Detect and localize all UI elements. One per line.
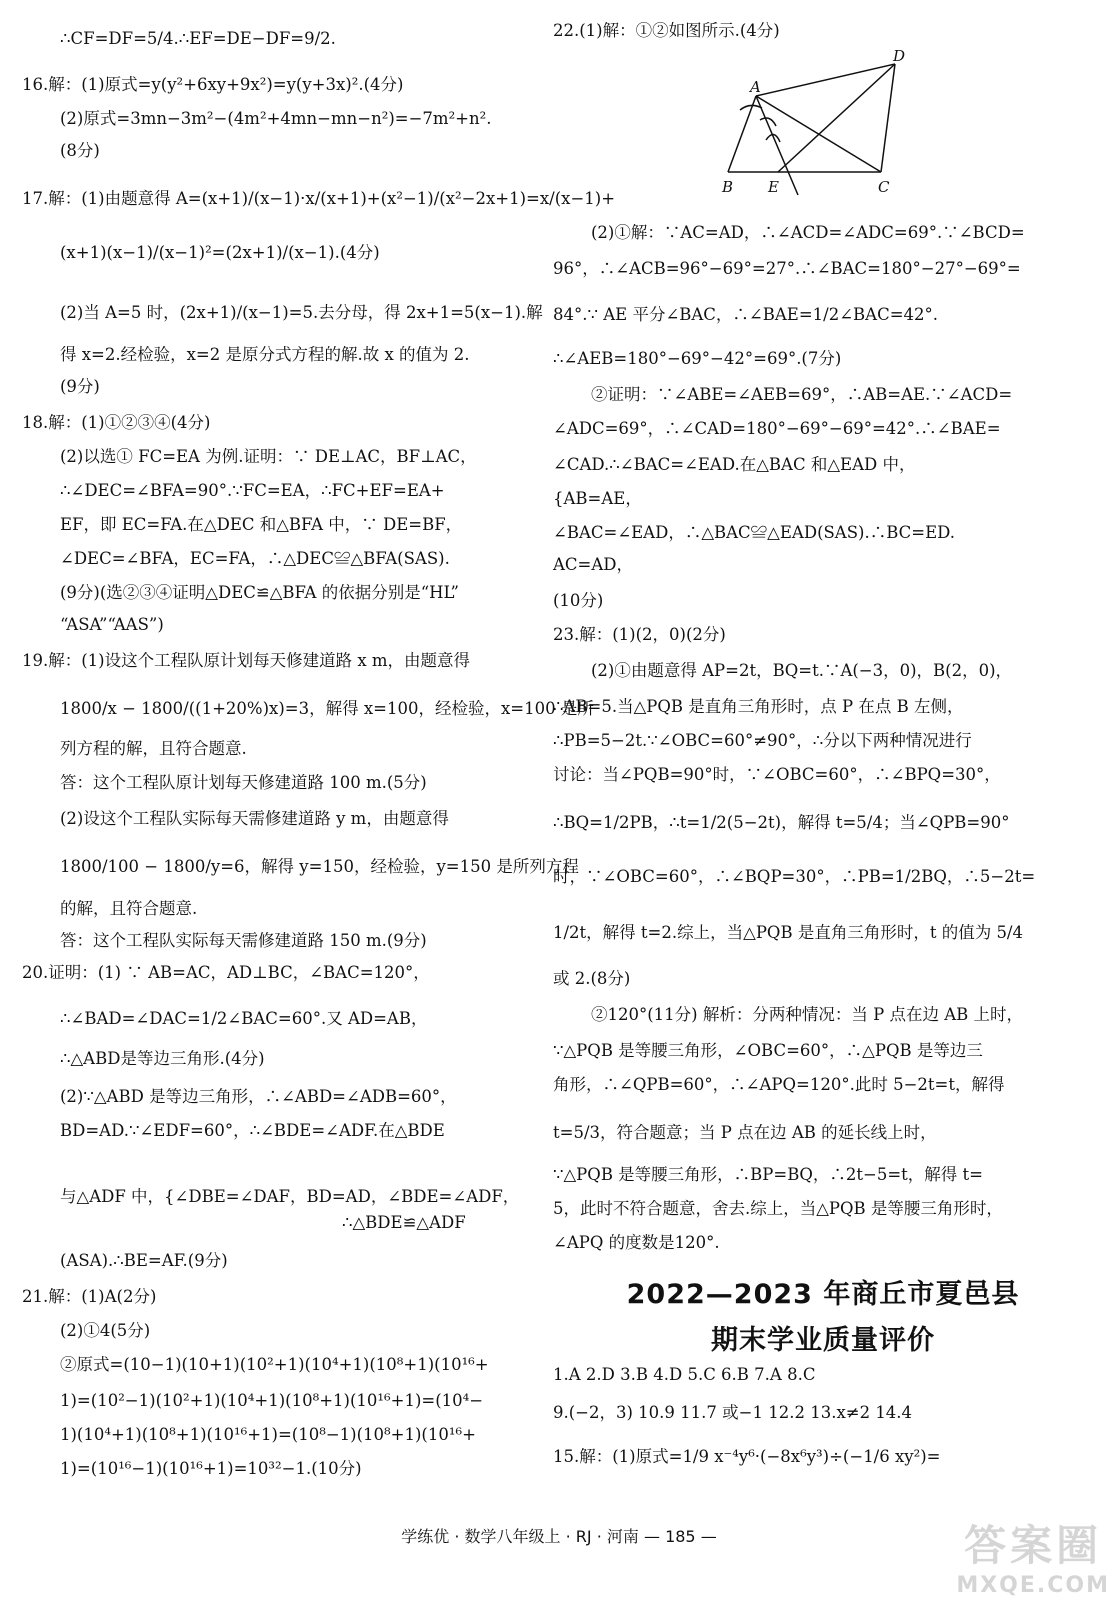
text-line: 1)(10⁴+1)(10⁸+1)(10¹⁶+1)=(10⁸−1)(10⁸+1)(10¹⁶+ — [60, 1425, 476, 1444]
text-line: BD=AD.∵∠EDF=60°，∴∠BDE=∠ADF.在△BDE — [60, 1121, 445, 1140]
text-line: EF，即 EC=FA.在△DEC 和△BFA 中，∵ DE=BF， — [60, 515, 463, 534]
text-line: 1)=(10¹⁶−1)(10¹⁶+1)=10³²−1.(10分) — [60, 1459, 362, 1478]
text-line: (8分) — [60, 141, 100, 160]
text-line: 5，此时不符合题意，舍去.综上，当△PQB 是等腰三角形时， — [553, 1199, 1003, 1218]
text-line: 84°.∵ AE 平分∠BAC，∴∠BAE=1/2∠BAC=42°. — [553, 305, 939, 324]
point-label-e: E — [768, 178, 779, 196]
text-line: 15.解：(1)原式=1/9 x⁻⁴y⁶·(−8x⁶y³)÷(−1/6 xy²)= — [553, 1447, 941, 1466]
text-line: “ASA”“AAS”) — [60, 615, 164, 634]
text-line: 16.解：(1)原式=y(y²+6xy+9x²)=y(y+3x)².(4分) — [22, 75, 404, 94]
text-line: 17.解：(1)由题意得 A=(x+1)/(x−1)·x/(x+1)+(x²−1)/(x²−2x+1)=x/(x−1)+ — [22, 189, 616, 208]
text-line: (ASA).∴BE=AF.(9分) — [60, 1251, 228, 1270]
text-line: 19.解：(1)设这个工程队原计划每天修建道路 x m，由题意得 — [22, 651, 471, 670]
text-line: 或 2.(8分) — [553, 969, 631, 988]
point-label-b: B — [722, 178, 734, 196]
segment-dc — [881, 64, 895, 172]
text-line: ∴BQ=1/2PB，∴t=1/2(5−2t)，解得 t=5/4；当∠QPB=90° — [553, 813, 1010, 832]
point-label-d: D — [893, 47, 906, 65]
text-line: (2)原式=3mn−3m²−(4m²+4mn−mn−n²)=−7m²+n². — [60, 109, 492, 128]
text-line: 1/2t，解得 t=2.综上，当△PQB 是直角三角形时，t 的值为 5/4 — [553, 923, 1023, 942]
text-line: (2)①4(5分) — [60, 1321, 151, 1340]
text-line: 得 x=2.经检验，x=2 是原分式方程的解.故 x 的值为 2. — [60, 345, 470, 364]
text-line: (2)以选① FC=EA 为例.证明：∵ DE⊥AC，BF⊥AC， — [60, 447, 477, 466]
watermark-url: MXQE.COM — [956, 1573, 1110, 1598]
text-line: (9分) — [60, 377, 100, 396]
text-line: 讨论：当∠PQB=90°时，∵∠OBC=60°，∴∠BPQ=30°， — [553, 765, 1001, 784]
text-line: t=5/3，符合题意；当 P 点在边 AB 的延长线上时， — [553, 1123, 937, 1142]
segment-ad — [756, 64, 895, 96]
text-line: ∵△PQB 是等腰三角形，∴BP=BQ，∴2t−5=t，解得 t= — [553, 1165, 983, 1184]
geometry-figure — [722, 47, 918, 205]
text-line: 22.(1)解：①②如图所示.(4分) — [553, 21, 780, 40]
text-line: (2)①解：∵AC=AD，∴∠ACD=∠ADC=69°.∵∠BCD= — [591, 223, 1025, 242]
text-line: 1.A 2.D 3.B 4.D 5.C 6.B 7.A 8.C — [553, 1365, 816, 1384]
text-line: 21.解：(1)A(2分) — [22, 1287, 157, 1306]
text-line: 时，∵∠OBC=60°，∴∠BQP=30°，∴PB=1/2BQ，∴5−2t= — [553, 867, 1036, 886]
segment-ab — [728, 96, 756, 172]
text-line: (2)①由题意得 AP=2t，BQ=t.∵A(−3，0)，B(2，0)， — [591, 661, 1013, 680]
text-line: AC=AD， — [553, 555, 634, 574]
text-line: 20.证明：(1) ∵ AB=AC，AD⊥BC，∠BAC=120°， — [22, 963, 430, 982]
text-line: ∴∠AEB=180°−69°−42°=69°.(7分) — [553, 349, 842, 368]
text-line: ∠BAC=∠EAD，∴△BAC≌△EAD(SAS).∴BC=ED. — [553, 523, 956, 542]
figure-labels — [721, 47, 905, 196]
text-line: 9.(−2，3) 10.9 11.7 或−1 12.2 13.x≠2 14.4 — [553, 1403, 913, 1422]
text-line: ∴△ABD是等边三角形.(4分) — [60, 1049, 265, 1068]
text-line: (2)设这个工程队实际每天需修建道路 y m，由题意得 — [60, 809, 449, 828]
text-line: ∠ADC=69°，∴∠CAD=180°−69°−69°=42°.∴∠BAE= — [553, 419, 1001, 438]
text-line: 角形，∴∠QPB=60°，∴∠APQ=120°.此时 5−2t=t，解得 — [553, 1075, 1005, 1094]
text-line: ∴PB=5−2t.∵∠OBC=60°≠90°，∴分以下两种情况进行 — [553, 731, 972, 750]
text-line: ∵△PQB 是等腰三角形，∠OBC=60°，∴△PQB 是等边三 — [553, 1041, 983, 1060]
point-label-c: C — [878, 178, 890, 196]
text-line: (2)∵△ABD 是等边三角形，∴∠ABD=∠ADB=60°， — [60, 1087, 457, 1106]
text-line: 96°，∴∠ACB=96°−69°=27°.∴∠BAC=180°−27°−69°= — [553, 259, 1021, 278]
text-line: 答：这个工程队原计划每天修建道路 100 m.(5分) — [60, 773, 427, 792]
text-line: ∴AB=5.当△PQB 是直角三角形时，点 P 在点 B 左侧， — [553, 697, 964, 716]
text-line: 23.解：(1)(2，0)(2分) — [553, 625, 726, 644]
text-line: 18.解：(1)①②③④(4分) — [22, 413, 211, 432]
text-line: 的解，且符合题意. — [60, 899, 198, 918]
watermark-logo — [956, 1513, 1110, 1598]
text-line: 1)=(10²−1)(10²+1)(10⁴+1)(10⁸+1)(10¹⁶+1)=(10⁴− — [60, 1391, 484, 1410]
text-line: {AB=AE， — [553, 489, 642, 508]
text-line: 答：这个工程队实际每天需修建道路 150 m.(9分) — [60, 931, 427, 950]
text-line: (x+1)(x−1)/(x−1)²=(2x+1)/(x−1).(4分) — [60, 243, 380, 262]
watermark-text: 答案圈 — [964, 1521, 1103, 1570]
text-line: ∴∠BAD=∠DAC=1/2∠BAC=60°.又 AD=AB， — [60, 1009, 428, 1028]
text-line: ∴∠DEC=∠BFA=90°.∵FC=EA，∴FC+EF=EA+ — [60, 481, 445, 500]
text-line: ∠CAD.∴∠BAC=∠EAD.在△BAC 和△EAD 中， — [553, 455, 916, 474]
text-line: ∴CF=DF=5/4.∴EF=DE−DF=9/2. — [60, 29, 336, 48]
text-line: 1800/100 − 1800/y=6，解得 y=150，经检验，y=150 是所列方程 — [60, 857, 579, 876]
segment-ed — [778, 64, 895, 172]
text-line: 1800/x − 1800/((1+20%)x)=3，解得 x=100，经检验，x=100 是所 — [60, 699, 594, 718]
text-line: 列方程的解，且符合题意. — [60, 739, 247, 758]
page-footer: 学练优 · 数学八年级上 · RJ · 河南 — 185 — — [401, 1527, 717, 1546]
text-line: 与△ADF 中，{∠DBE=∠DAF，BD=AD，∠BDE=∠ADF， — [60, 1187, 520, 1206]
text-line: ∠DEC=∠BFA，EC=FA，∴△DEC≌△BFA(SAS). — [60, 549, 450, 568]
text-line: ②证明：∵∠ABE=∠AEB=69°，∴AB=AE.∵∠ACD= — [591, 385, 1013, 404]
text-line: ②120°(11分) 解析：分两种情况：当 P 点在边 AB 上时， — [591, 1005, 1023, 1024]
text-line: (9分)(选②③④证明△DEC≌△BFA 的依据分别是“HL” — [60, 583, 459, 602]
section-title: 2022—2023 年商丘市夏邑县 — [626, 1279, 1020, 1310]
text-line: (10分) — [553, 591, 604, 610]
text-line: ∴△BDE≌△ADF — [342, 1213, 466, 1232]
text-line: ②原式=(10−1)(10+1)(10²+1)(10⁴+1)(10⁸+1)(10¹⁶+ — [60, 1355, 489, 1374]
text-line: ∠APQ 的度数是120°. — [553, 1233, 720, 1252]
text-line: (2)当 A=5 时，(2x+1)/(x−1)=5.去分母，得 2x+1=5(x−1).解 — [60, 303, 543, 322]
point-label-a: A — [750, 78, 761, 96]
section-subtitle: 期末学业质量评价 — [711, 1325, 935, 1356]
